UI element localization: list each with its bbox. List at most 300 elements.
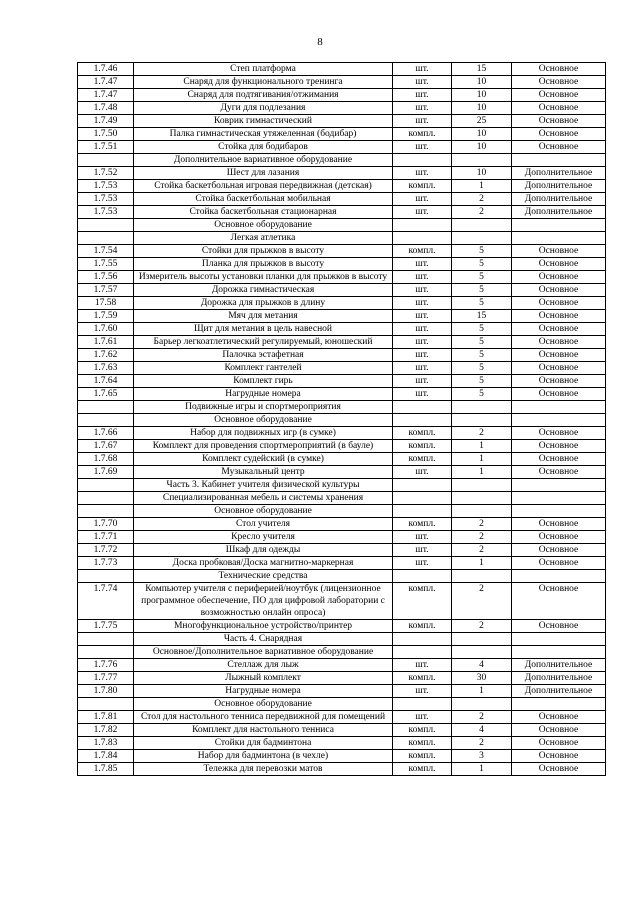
item-name: Комплект гирь [134, 375, 393, 388]
item-quantity: 1 [452, 180, 512, 193]
item-type: Дополнительное [512, 659, 606, 672]
item-quantity: 1 [452, 440, 512, 453]
item-number: 1.7.47 [78, 89, 134, 102]
section-row [78, 492, 606, 505]
item-name: Стойки для прыжков в высоту [134, 245, 393, 258]
equipment-table [77, 62, 606, 776]
section-empty-cell [452, 219, 512, 232]
item-number: 1.7.76 [78, 659, 134, 672]
section-empty-cell [452, 479, 512, 492]
item-type: Основное [512, 323, 606, 336]
item-name: Дуги для подлезания [134, 102, 393, 115]
item-name: Стол для настольного тенниса передвижной для помещений [134, 711, 393, 724]
item-number: 1.7.81 [78, 711, 134, 724]
section-empty-cell [512, 479, 606, 492]
section-heading: Часть 4. Снарядная [134, 633, 393, 646]
section-number-cell [78, 633, 134, 646]
section-empty-cell [393, 570, 452, 583]
item-type: Дополнительное [512, 193, 606, 206]
section-heading: Часть 3. Кабинет учителя физической культуры [134, 479, 393, 492]
item-number: 1.7.53 [78, 193, 134, 206]
section-empty-cell [393, 505, 452, 518]
table-row [78, 711, 606, 724]
item-quantity: 15 [452, 310, 512, 323]
item-unit: шт. [393, 544, 452, 557]
item-quantity: 3 [452, 750, 512, 763]
section-number-cell [78, 401, 134, 414]
section-number-cell [78, 232, 134, 245]
table-row [78, 336, 606, 349]
table-row [78, 466, 606, 479]
section-heading: Основное/Дополнительное вариативное оборудование [134, 646, 393, 659]
section-empty-cell [512, 232, 606, 245]
item-unit: шт. [393, 141, 452, 154]
section-row [78, 232, 606, 245]
item-unit: компл. [393, 440, 452, 453]
section-empty-cell [452, 570, 512, 583]
item-name: Нагрудные номера [134, 388, 393, 401]
table-row [78, 388, 606, 401]
table-row [78, 258, 606, 271]
item-number: 1.7.66 [78, 427, 134, 440]
item-unit: шт. [393, 388, 452, 401]
item-number: 1.7.71 [78, 531, 134, 544]
item-quantity: 1 [452, 685, 512, 698]
item-unit: шт. [393, 258, 452, 271]
table-row [78, 115, 606, 128]
item-quantity: 2 [452, 620, 512, 633]
item-number: 1.7.46 [78, 63, 134, 76]
item-quantity: 1 [452, 763, 512, 776]
item-type: Основное [512, 711, 606, 724]
section-empty-cell [452, 646, 512, 659]
item-number: 1.7.83 [78, 737, 134, 750]
section-empty-cell [393, 219, 452, 232]
table-row [78, 440, 606, 453]
item-quantity: 4 [452, 724, 512, 737]
item-quantity: 2 [452, 737, 512, 750]
item-type: Основное [512, 245, 606, 258]
table-row [78, 297, 606, 310]
item-type: Основное [512, 115, 606, 128]
item-number: 1.7.51 [78, 141, 134, 154]
item-quantity: 2 [452, 531, 512, 544]
item-number: 1.7.69 [78, 466, 134, 479]
item-number: 1.7.47 [78, 76, 134, 89]
section-empty-cell [393, 232, 452, 245]
item-number: 1.7.84 [78, 750, 134, 763]
item-quantity: 5 [452, 297, 512, 310]
table-row [78, 362, 606, 375]
item-name: Набор для подвижных игр (в сумке) [134, 427, 393, 440]
item-name: Многофункциональное устройство/принтер [134, 620, 393, 633]
item-quantity: 5 [452, 349, 512, 362]
item-name: Музыкальный центр [134, 466, 393, 479]
section-number-cell [78, 154, 134, 167]
item-unit: шт. [393, 531, 452, 544]
section-empty-cell [512, 505, 606, 518]
item-type: Дополнительное [512, 685, 606, 698]
section-empty-cell [512, 414, 606, 427]
item-unit: шт. [393, 89, 452, 102]
item-name: Стол учителя [134, 518, 393, 531]
table-row [78, 245, 606, 258]
section-empty-cell [393, 479, 452, 492]
item-quantity: 10 [452, 167, 512, 180]
table-row [78, 349, 606, 362]
item-number: 1.7.72 [78, 544, 134, 557]
section-row [78, 646, 606, 659]
item-unit: компл. [393, 750, 452, 763]
section-empty-cell [452, 232, 512, 245]
item-number: 1.7.57 [78, 284, 134, 297]
section-number-cell [78, 219, 134, 232]
item-unit: компл. [393, 245, 452, 258]
item-name: Барьер легкоатлетический регулируемый, юношеский [134, 336, 393, 349]
item-quantity: 5 [452, 323, 512, 336]
item-name: Тележка для перевозки матов [134, 763, 393, 776]
item-unit: шт. [393, 323, 452, 336]
item-type: Основное [512, 453, 606, 466]
item-unit: шт. [393, 115, 452, 128]
item-type: Основное [512, 518, 606, 531]
item-type: Основное [512, 763, 606, 776]
table-row [78, 375, 606, 388]
item-name: Шест для лазания [134, 167, 393, 180]
item-number: 1.7.52 [78, 167, 134, 180]
section-heading: Основное оборудование [134, 698, 393, 711]
section-number-cell [78, 698, 134, 711]
table-row [78, 271, 606, 284]
section-row [78, 505, 606, 518]
item-unit: компл. [393, 737, 452, 750]
item-type: Основное [512, 89, 606, 102]
item-unit: шт. [393, 659, 452, 672]
table-row [78, 193, 606, 206]
section-heading: Дополнительное вариативное оборудование [134, 154, 393, 167]
item-unit: шт. [393, 362, 452, 375]
section-number-cell [78, 479, 134, 492]
item-name: Палочка эстафетная [134, 349, 393, 362]
table-row [78, 531, 606, 544]
item-unit: шт. [393, 193, 452, 206]
section-empty-cell [393, 698, 452, 711]
section-row [78, 479, 606, 492]
item-number: 1.7.80 [78, 685, 134, 698]
item-name: Шкаф для одежды [134, 544, 393, 557]
item-quantity: 5 [452, 388, 512, 401]
item-type: Основное [512, 724, 606, 737]
table-row [78, 89, 606, 102]
table-row [78, 284, 606, 297]
section-empty-cell [452, 492, 512, 505]
item-type: Основное [512, 544, 606, 557]
item-unit: шт. [393, 63, 452, 76]
table-row [78, 750, 606, 763]
item-type: Основное [512, 583, 606, 620]
item-unit: компл. [393, 620, 452, 633]
table-row [78, 427, 606, 440]
item-number: 1.7.48 [78, 102, 134, 115]
item-unit: шт. [393, 310, 452, 323]
table-row [78, 141, 606, 154]
item-unit: компл. [393, 453, 452, 466]
item-number: 1.7.64 [78, 375, 134, 388]
item-number: 1.7.53 [78, 206, 134, 219]
item-type: Основное [512, 737, 606, 750]
item-unit: шт. [393, 711, 452, 724]
table-row [78, 310, 606, 323]
item-unit: шт. [393, 284, 452, 297]
item-type: Основное [512, 620, 606, 633]
item-name: Снаряд для функционального тренинга [134, 76, 393, 89]
section-row [78, 154, 606, 167]
table-row [78, 206, 606, 219]
item-name: Стеллаж для лыж [134, 659, 393, 672]
section-number-cell [78, 505, 134, 518]
section-heading: Специализированная мебель и системы хранения [134, 492, 393, 505]
item-type: Основное [512, 141, 606, 154]
item-name: Стойка баскетбольная игровая передвижная (детская) [134, 180, 393, 193]
item-quantity: 10 [452, 102, 512, 115]
table-row [78, 167, 606, 180]
section-empty-cell [393, 414, 452, 427]
item-number: 1.7.63 [78, 362, 134, 375]
item-name: Палка гимнастическая утяжеленная (бодибар) [134, 128, 393, 141]
table-row [78, 763, 606, 776]
item-unit: компл. [393, 128, 452, 141]
section-empty-cell [452, 505, 512, 518]
item-name: Доска пробковая/Доска магнитно-маркерная [134, 557, 393, 570]
section-heading: Легкая атлетика [134, 232, 393, 245]
item-unit: шт. [393, 557, 452, 570]
section-empty-cell [452, 154, 512, 167]
section-row [78, 414, 606, 427]
section-empty-cell [452, 414, 512, 427]
item-quantity: 1 [452, 557, 512, 570]
item-number: 1.7.68 [78, 453, 134, 466]
section-row [78, 633, 606, 646]
item-quantity: 10 [452, 128, 512, 141]
item-name: Планка для прыжков в высоту [134, 258, 393, 271]
table-row [78, 737, 606, 750]
section-heading: Технические средства [134, 570, 393, 583]
item-unit: шт. [393, 76, 452, 89]
section-number-cell [78, 492, 134, 505]
item-name: Комплект для настольного тенниса [134, 724, 393, 737]
item-number: 1.7.61 [78, 336, 134, 349]
item-type: Основное [512, 388, 606, 401]
item-number: 1.7.56 [78, 271, 134, 284]
item-type: Основное [512, 531, 606, 544]
item-name: Комплект гантелей [134, 362, 393, 375]
item-number: 17.58 [78, 297, 134, 310]
item-number: 1.7.54 [78, 245, 134, 258]
equipment-table-body [78, 63, 606, 776]
table-row [78, 76, 606, 89]
item-name: Комплект судейский (в сумке) [134, 453, 393, 466]
item-type: Основное [512, 128, 606, 141]
item-quantity: 2 [452, 544, 512, 557]
item-name: Дорожка гимнастическая [134, 284, 393, 297]
item-name: Кресло учителя [134, 531, 393, 544]
item-name: Стойка баскетбольная мобильная [134, 193, 393, 206]
section-row [78, 219, 606, 232]
item-unit: шт. [393, 375, 452, 388]
item-name: Снаряд для подтягивания/отжимания [134, 89, 393, 102]
item-unit: компл. [393, 518, 452, 531]
item-number: 1.7.70 [78, 518, 134, 531]
section-empty-cell [393, 401, 452, 414]
item-type: Основное [512, 440, 606, 453]
item-number: 1.7.59 [78, 310, 134, 323]
item-name: Коврик гимнастический [134, 115, 393, 128]
item-type: Основное [512, 750, 606, 763]
table-row [78, 620, 606, 633]
item-unit: компл. [393, 763, 452, 776]
item-quantity: 5 [452, 375, 512, 388]
item-unit: шт. [393, 349, 452, 362]
item-quantity: 5 [452, 362, 512, 375]
item-quantity: 2 [452, 193, 512, 206]
section-empty-cell [452, 401, 512, 414]
item-quantity: 5 [452, 336, 512, 349]
item-type: Основное [512, 336, 606, 349]
section-empty-cell [452, 698, 512, 711]
item-unit: компл. [393, 672, 452, 685]
table-row [78, 518, 606, 531]
item-quantity: 10 [452, 89, 512, 102]
item-type: Дополнительное [512, 167, 606, 180]
item-unit: компл. [393, 724, 452, 737]
item-number: 1.7.60 [78, 323, 134, 336]
item-number: 1.7.74 [78, 583, 134, 620]
item-type: Основное [512, 427, 606, 440]
table-row [78, 583, 606, 620]
item-number: 1.7.50 [78, 128, 134, 141]
item-quantity: 10 [452, 76, 512, 89]
item-type: Основное [512, 375, 606, 388]
item-quantity: 2 [452, 206, 512, 219]
item-type: Основное [512, 76, 606, 89]
table-row [78, 557, 606, 570]
item-quantity: 5 [452, 271, 512, 284]
section-empty-cell [512, 570, 606, 583]
table-row [78, 180, 606, 193]
item-type: Основное [512, 466, 606, 479]
section-heading: Основное оборудование [134, 414, 393, 427]
item-number: 1.7.67 [78, 440, 134, 453]
item-type: Основное [512, 310, 606, 323]
table-row [78, 453, 606, 466]
section-empty-cell [512, 219, 606, 232]
item-quantity: 15 [452, 63, 512, 76]
section-heading: Основное оборудование [134, 505, 393, 518]
item-type: Основное [512, 297, 606, 310]
item-number: 1.7.55 [78, 258, 134, 271]
item-type: Дополнительное [512, 180, 606, 193]
item-name: Стойки для бадминтона [134, 737, 393, 750]
item-quantity: 2 [452, 518, 512, 531]
item-name: Компьютер учителя с периферией/ноутбук (лицензионное программное обеспечение, ПО для цифровой лаборатории с возможностью онлайн опроса) [134, 583, 393, 620]
item-unit: шт. [393, 297, 452, 310]
section-empty-cell [512, 646, 606, 659]
item-number: 1.7.53 [78, 180, 134, 193]
item-unit: шт. [393, 466, 452, 479]
item-quantity: 1 [452, 466, 512, 479]
item-name: Степ платформа [134, 63, 393, 76]
item-name: Мяч для метания [134, 310, 393, 323]
section-empty-cell [512, 633, 606, 646]
section-empty-cell [452, 633, 512, 646]
item-type: Основное [512, 63, 606, 76]
section-empty-cell [512, 401, 606, 414]
item-type: Основное [512, 258, 606, 271]
table-row [78, 685, 606, 698]
section-row [78, 698, 606, 711]
item-type: Основное [512, 349, 606, 362]
section-empty-cell [393, 154, 452, 167]
section-empty-cell [393, 492, 452, 505]
item-quantity: 30 [452, 672, 512, 685]
item-quantity: 2 [452, 583, 512, 620]
section-row [78, 401, 606, 414]
item-quantity: 2 [452, 427, 512, 440]
item-quantity: 5 [452, 245, 512, 258]
item-type: Основное [512, 102, 606, 115]
item-number: 1.7.75 [78, 620, 134, 633]
item-number: 1.7.65 [78, 388, 134, 401]
item-unit: шт. [393, 336, 452, 349]
section-number-cell [78, 414, 134, 427]
item-unit: шт. [393, 685, 452, 698]
table-row [78, 672, 606, 685]
item-type: Дополнительное [512, 672, 606, 685]
item-type: Дополнительное [512, 206, 606, 219]
item-name: Стойка баскетбольная стационарная [134, 206, 393, 219]
item-quantity: 5 [452, 258, 512, 271]
item-number: 1.7.62 [78, 349, 134, 362]
item-number: 1.7.85 [78, 763, 134, 776]
table-row [78, 544, 606, 557]
item-unit: шт. [393, 167, 452, 180]
section-row [78, 570, 606, 583]
item-unit: шт. [393, 102, 452, 115]
item-quantity: 25 [452, 115, 512, 128]
item-name: Стойка для бодибаров [134, 141, 393, 154]
item-quantity: 1 [452, 453, 512, 466]
section-heading: Основное оборудование [134, 219, 393, 232]
item-quantity: 2 [452, 711, 512, 724]
item-number: 1.7.77 [78, 672, 134, 685]
page-number: 8 [317, 36, 323, 48]
section-empty-cell [393, 633, 452, 646]
table-row [78, 63, 606, 76]
section-number-cell [78, 570, 134, 583]
item-number: 1.7.82 [78, 724, 134, 737]
item-unit: компл. [393, 180, 452, 193]
item-number: 1.7.73 [78, 557, 134, 570]
item-unit: компл. [393, 427, 452, 440]
item-number: 1.7.49 [78, 115, 134, 128]
item-name: Измеритель высоты установки планки для прыжков в высоту [134, 271, 393, 284]
item-quantity: 10 [452, 141, 512, 154]
item-unit: компл. [393, 583, 452, 620]
item-quantity: 4 [452, 659, 512, 672]
item-type: Основное [512, 362, 606, 375]
item-name: Лыжный комплект [134, 672, 393, 685]
item-unit: шт. [393, 206, 452, 219]
